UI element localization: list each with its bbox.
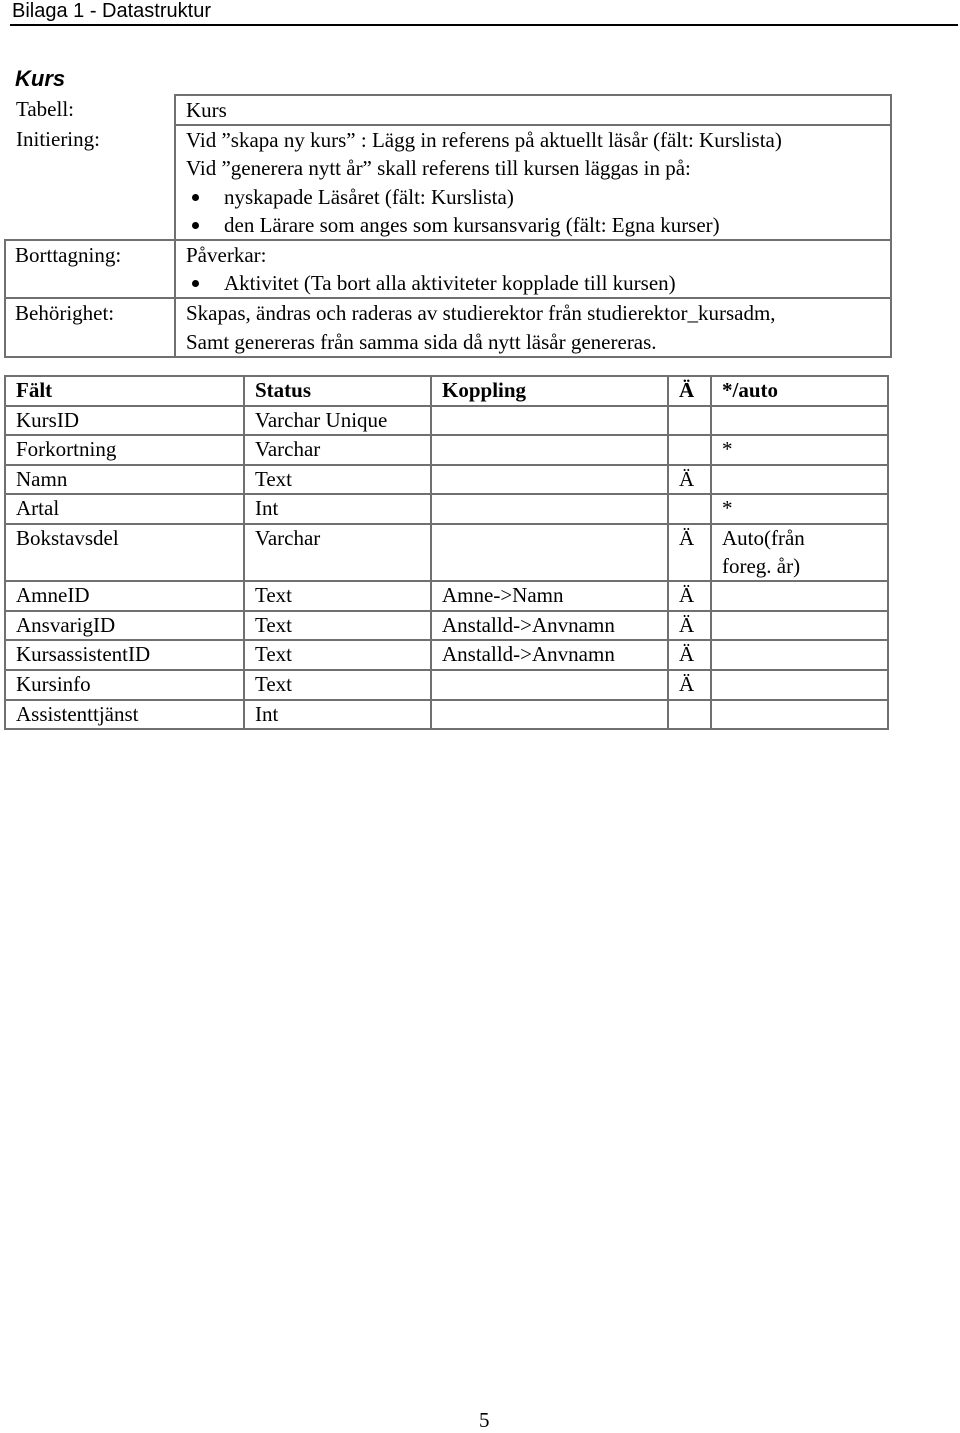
page-number: 5 [479, 1408, 490, 1432]
cell-falt [5, 581, 244, 611]
cell-a-text: Ä [679, 612, 695, 637]
cell-a [668, 494, 711, 524]
info-line: Vid ”skapa ny kurs” : Lägg in referens på aktuellt läsår (fält: Kurslista) [186, 128, 782, 153]
cell-falt-text: AnsvarigID [16, 612, 116, 637]
cell-a [668, 435, 711, 465]
table-row [5, 494, 888, 524]
bullet-item [186, 183, 890, 211]
cell-status [244, 581, 431, 611]
cell-auto [711, 524, 888, 581]
cell-auto [711, 494, 888, 524]
cell-auto [711, 611, 888, 641]
cell-a [668, 581, 711, 611]
info-row-initiering [5, 125, 891, 240]
info-value-tabell [175, 95, 891, 125]
info-value-initiering [175, 125, 891, 240]
column-header-koppling: Koppling [431, 376, 668, 406]
cell-falt [5, 435, 244, 465]
cell-koppling-text: Amne->Namn [442, 583, 564, 608]
table-row [5, 700, 888, 730]
info-label-behorighet: Behörighet: [5, 298, 175, 356]
cell-status-text: Int [255, 496, 279, 521]
cell-falt [5, 406, 244, 436]
cell-a [668, 640, 711, 670]
info-line: Vid ”generera nytt år” skall referens till kursen läggas in på: [186, 156, 691, 181]
cell-status-text: Text [255, 612, 293, 637]
info-table [4, 94, 892, 358]
field-table-body [5, 406, 888, 730]
cell-falt-text: Artal [16, 496, 60, 521]
cell-falt [5, 640, 244, 670]
cell-falt [5, 670, 244, 700]
cell-a [668, 670, 711, 700]
bullet-icon [192, 194, 199, 201]
info-label-initiering: Initiering: [16, 127, 100, 152]
table-row [5, 406, 888, 436]
bullet-icon [192, 222, 199, 229]
section-title: Kurs [15, 66, 66, 91]
cell-auto [711, 435, 888, 465]
cell-falt [5, 611, 244, 641]
cell-status-text: Text [255, 642, 293, 667]
bullet-text: Aktivitet (Ta bort alla aktiviteter kopplade till kursen) [224, 271, 676, 296]
cell-a [668, 465, 711, 495]
cell-falt-text: KursassistentID [16, 642, 151, 667]
info-value-borttagning [175, 240, 891, 298]
info-line: Kurs [186, 98, 227, 122]
cell-koppling [431, 581, 668, 611]
field-table-header-row [5, 376, 888, 406]
cell-status-text: Text [255, 466, 293, 491]
cell-falt [5, 524, 244, 581]
cell-falt-text: Assistenttjänst [16, 701, 139, 726]
cell-koppling [431, 640, 668, 670]
cell-koppling [431, 435, 668, 465]
cell-auto [711, 406, 888, 436]
cell-koppling [431, 524, 668, 581]
cell-falt [5, 465, 244, 495]
cell-a [668, 406, 711, 436]
info-label-borttagning: Borttagning: [5, 240, 175, 298]
cell-status-text: Varchar [255, 437, 321, 462]
cell-auto-text: Auto(från foreg. år) [722, 525, 805, 578]
header-rule [10, 24, 958, 26]
cell-a-text: Ä [679, 671, 695, 696]
cell-auto [711, 640, 888, 670]
cell-status [244, 611, 431, 641]
cell-koppling [431, 465, 668, 495]
cell-status-text: Int [255, 701, 279, 726]
cell-auto-text: * [722, 437, 733, 462]
bullet-item [186, 269, 890, 297]
column-header-a: Ä [668, 376, 711, 406]
cell-status [244, 494, 431, 524]
cell-status [244, 435, 431, 465]
cell-auto [711, 670, 888, 700]
cell-falt-text: Kursinfo [16, 671, 91, 696]
bullet-text: nyskapade Läsåret (fält: Kurslista) [224, 184, 514, 209]
cell-status [244, 406, 431, 436]
info-value-behorighet [175, 298, 891, 356]
cell-koppling [431, 406, 668, 436]
table-row [5, 465, 888, 495]
cell-falt-text: Bokstavsdel [16, 525, 119, 550]
table-row [5, 611, 888, 641]
cell-a-text: Ä [679, 583, 695, 608]
cell-koppling [431, 700, 668, 730]
cell-a [668, 524, 711, 581]
info-row-borttagning [5, 240, 891, 298]
cell-koppling [431, 670, 668, 700]
field-table [4, 375, 889, 730]
column-header-falt: Fält [5, 376, 244, 406]
cell-auto-text: * [722, 496, 733, 521]
cell-auto [711, 700, 888, 730]
info-row-tabell [5, 95, 891, 125]
cell-falt [5, 494, 244, 524]
cell-koppling-text: Anstalld->Anvnamn [442, 642, 615, 667]
cell-status [244, 670, 431, 700]
column-header-auto: */auto [711, 376, 888, 406]
cell-a-text: Ä [679, 642, 695, 667]
bullet-text: den Lärare som anges som kursansvarig (fält: Egna kurser) [224, 212, 720, 237]
table-row [5, 640, 888, 670]
cell-status [244, 640, 431, 670]
cell-koppling-text: Anstalld->Anvnamn [442, 612, 615, 637]
info-row-behorighet [5, 298, 891, 356]
cell-a [668, 611, 711, 641]
info-line: Skapas, ändras och raderas av studierektor från studierektor_kursadm, [186, 301, 776, 326]
cell-falt-text: KursID [16, 407, 79, 432]
document-title: Bilaga 1 - Datastruktur [12, 0, 211, 22]
column-header-status: Status [244, 376, 431, 406]
cell-status-text: Text [255, 671, 293, 696]
cell-auto [711, 581, 888, 611]
cell-falt-text: Namn [16, 466, 68, 491]
cell-koppling [431, 494, 668, 524]
info-line: Samt genereras från samma sida då nytt läsår genereras. [186, 329, 657, 354]
bullet-item [186, 211, 890, 239]
cell-a [668, 700, 711, 730]
info-label-tabell: Tabell: [16, 97, 75, 121]
table-row [5, 435, 888, 465]
cell-a-text: Ä [679, 525, 695, 550]
cell-falt-text: AmneID [16, 583, 90, 608]
cell-status [244, 524, 431, 581]
cell-auto [711, 465, 888, 495]
cell-falt [5, 700, 244, 730]
bullet-icon [192, 280, 199, 287]
cell-falt-text: Forkortning [16, 437, 117, 462]
table-row [5, 581, 888, 611]
info-line: Påverkar: [186, 243, 267, 268]
table-row [5, 670, 888, 700]
cell-status [244, 700, 431, 730]
cell-koppling [431, 611, 668, 641]
cell-status-text: Varchar [255, 525, 321, 550]
cell-a-text: Ä [679, 466, 695, 491]
cell-status-text: Varchar Unique [255, 407, 388, 432]
cell-status [244, 465, 431, 495]
table-row [5, 524, 888, 581]
cell-status-text: Text [255, 583, 293, 608]
